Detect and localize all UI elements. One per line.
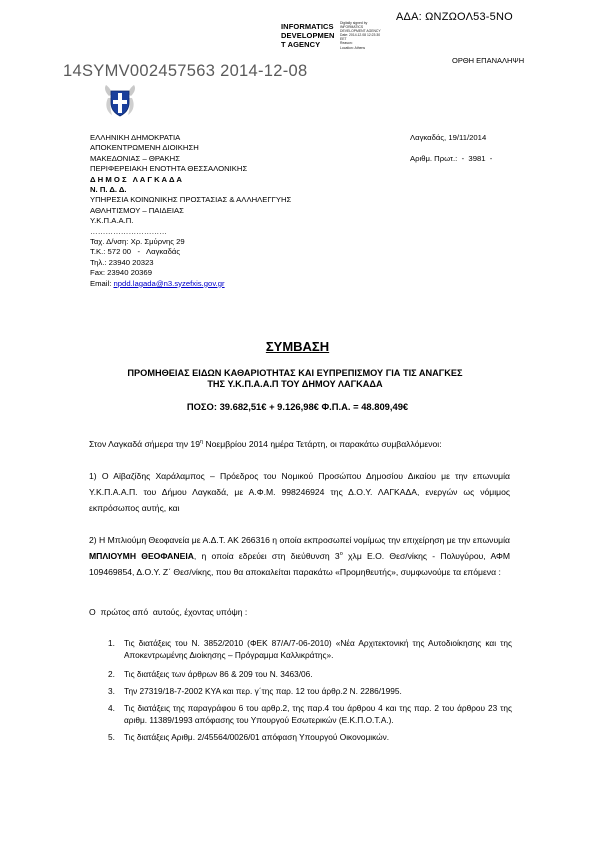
header-line: ΠΕΡΙΦΕΡΕΙΑΚΗ ΕΝΟΤΗΤΑ ΘΕΣΣΑΛΟΝΙΚΗΣ xyxy=(90,164,248,174)
intro-text-b: Νοεμβρίου 2014 ημέρα Τετάρτη, οι παρακάτω συμβαλλόμενοι: xyxy=(203,439,442,449)
list-text: Τις διατάξεις των άρθρων 86 & 209 του Ν. 3463/06. xyxy=(124,669,313,679)
considering-paragraph: Ο πρώτος από αυτούς, έχοντας υπόψη : xyxy=(89,607,248,617)
list-item xyxy=(108,638,512,661)
list-number: 2. xyxy=(108,669,115,679)
intro-text-a: Στον Λαγκαδά σήμερα την 19 xyxy=(89,439,200,449)
signature-line: Digitally signed by xyxy=(340,21,368,25)
list-text: Τις διατάξεις της παραγράφου 6 του αρθρ.2, της παρ.4 του άρθρου 4 και της παρ. 2 του άρθρου 23 της αριθμ. 11389/1993 απόφασης του Υπουργού Εσωτερικών (Ε.Κ.Π.Ο.Τ.Α.). xyxy=(124,703,512,725)
agency-line-3: T AGENCY xyxy=(281,40,321,49)
header-line: ΕΛΛΗΝΙΚΗ ΔΗΜΟΚΡΑΤΙΑ xyxy=(90,133,181,142)
contract-title: ΣΥΜΒΑΣΗ xyxy=(265,339,330,354)
header-line: ΜΑΚΕΔΟΝΙΑΣ – ΘΡΑΚΗΣ xyxy=(90,153,180,163)
contract-amount: ΠΟΣΟ: 39.682,51€ + 9.126,98€ Φ.Π.Α. = 48.809,49€ xyxy=(186,401,409,412)
provisions-list xyxy=(108,638,512,749)
email-label: Email: xyxy=(90,278,114,288)
spacer xyxy=(410,143,492,153)
signature-line: DEVELOPMENT AGENCY xyxy=(340,29,381,34)
list-text: Τις διατάξεις του Ν. 3852/2010 (ΦΕΚ 87/Α/7-06-2010) «Νέα Αρχιτεκτονική της Αυτοδιοίκησης και της Αποκεντρωμένης Διοίκησης – Πρόγραμμα Καλλικράτης». xyxy=(124,638,512,660)
list-number: 3. xyxy=(108,686,115,696)
agency-name xyxy=(281,22,335,49)
date-protocol-block xyxy=(410,133,492,164)
postcode-line: Τ.Κ.: 572 00 - Λαγκαδάς xyxy=(90,247,181,257)
header-line: ΥΠΗΡΕΣΙΑ ΚΟΙΝΩΝΙΚΗΣ ΠΡΟΣΤΑΣΙΑΣ & ΑΛΛΗΛΕΓΓΥΗΣ xyxy=(90,195,292,205)
document-id-watermark: 14SYMV002457563 2014-12-08 xyxy=(63,62,308,80)
list-text: Τις διατάξεις Αριθμ. 2/45564/0026/01 απόφαση Υπουργού Οικονομικών. xyxy=(124,731,390,742)
header-line: ΑΠΟΚΕΝΤΡΩΜΕΝΗ ΔΙΟΙΚΗΣΗ xyxy=(90,143,199,153)
address-line: Ταχ. Δ/νση: Χρ. Σμύρνης 29 xyxy=(90,237,185,247)
intro-sup: η xyxy=(200,439,204,445)
digital-signature-block xyxy=(340,21,381,50)
npdd-label: Ν. Π. Δ. Δ. xyxy=(90,185,127,195)
header-line: ΑΘΛΗΤΙΣΜΟΥ – ΠΑΙΔΕΙΑΣ xyxy=(90,205,184,215)
party-two-text-b: , η οποία εδρεύει στη διεύθυνση 3 xyxy=(193,551,340,561)
email-line xyxy=(90,279,291,289)
party-two-sup: ο xyxy=(339,551,343,557)
header-line: ………………………… xyxy=(90,226,167,236)
place-date: Λαγκαδάς, 19/11/2014 xyxy=(410,133,487,142)
agency-line-1: INFORMATICS xyxy=(281,22,334,31)
header-line: Υ.Κ.Π.Α.Α.Π. xyxy=(90,216,134,226)
party-two-text-c: χλμ Ε.Ο. Θεσ/νίκης - Πολυγύρου, ΑΦΜ 109469854, Δ.Ο.Υ. Ζ΄ Θεσ/νίκης, που θα αποκαλείται παρακάτω «Προμηθευτής», συμφωνούμε τα επόμενα : xyxy=(89,551,510,577)
greek-emblem-icon xyxy=(103,84,137,118)
agency-line-2: DEVELOPMEN xyxy=(281,31,335,40)
signature-line: INFORMATICS xyxy=(340,25,364,30)
municipality-name-text: Δ Η Μ Ο Σ Λ Α Γ Κ Α Δ Α xyxy=(90,174,182,184)
list-number: 5. xyxy=(108,731,115,742)
fax-line: Fax: 23940 20369 xyxy=(90,268,152,278)
list-item xyxy=(108,703,512,726)
municipality-name xyxy=(90,175,291,185)
issuer-header xyxy=(90,133,291,289)
list-number: 1. xyxy=(108,638,115,648)
orthi-epanalipsi-label: ΟΡΘΗ ΕΠΑΝΑΛΗΨΗ xyxy=(452,56,525,65)
email-link[interactable]: npdd.lagada@n3.syzefxis.gov.gr xyxy=(113,278,225,288)
signature-line: EET xyxy=(340,37,347,42)
supplier-name: ΜΠΛΙΟΥΜΗ ΘΕΟΦΑΝΕΙΑ xyxy=(89,551,194,561)
subtitle-line-1: ΠΡΟΜΗΘΕΙΑΣ ΕΙΔΩΝ ΚΑΘΑΡΙΟΤΗΤΑΣ ΚΑΙ ΕΥΠΡΕΠΙΣΜΟΥ ΓΙΑ ΤΙΣ ΑΝΑΓΚΕΣ xyxy=(127,368,463,378)
party-two-paragraph xyxy=(89,532,510,580)
intro-paragraph xyxy=(89,436,510,452)
subtitle-line-2: ΤΗΣ Υ.Κ.Π.Α.Α.Π ΤΟΥ ΔΗΜΟΥ ΛΑΓΚΑΔΑ xyxy=(207,379,383,390)
list-item xyxy=(108,732,512,744)
contract-subtitle xyxy=(120,368,470,391)
ada-code: ΑΔΑ: ΩΝΖΩΟΛ53-5ΝΟ xyxy=(396,11,513,23)
protocol-number: Αριθμ. Πρωτ.: - 3981 - xyxy=(410,153,493,163)
signature-line: Reason: xyxy=(340,41,353,46)
list-text: Την 27319/18-7-2002 ΚΥΑ και περ. γ΄της παρ. 12 του άρθρ.2 Ν. 2286/1995. xyxy=(124,686,402,696)
signature-line: Location: Athens xyxy=(340,45,366,50)
party-two-text-a: 2) Η Μπλιούμη Θεοφανεία με Α.Δ.Τ. ΑΚ 266316 η οποία εκπροσωπεί νομίμως την επιχείρηση με την επωνυμία xyxy=(89,535,510,545)
list-item xyxy=(108,669,512,681)
list-number: 4. xyxy=(108,703,115,713)
signature-line: Date: 2014.12.08 12:23:30 xyxy=(340,33,381,38)
party-one-paragraph: 1) Ο Αϊβαζίδης Χαράλαμπος – Πρόεδρος του Νομικού Προσώπου Δημοσίου Δικαίου με την επωνυμία Υ.Κ.Π.Α.Α.Π. του Δήμου Λαγκαδά, με Α.Φ.Μ. 998246924 της Δ.Ο.Υ. ΛΑΓΚΑΔΑ, ενεργών ως νόμιμος εκπρόσωπος αυτής, και xyxy=(89,471,510,513)
phone-line: Τηλ.: 23940 20323 xyxy=(90,257,154,267)
list-item xyxy=(108,686,512,698)
